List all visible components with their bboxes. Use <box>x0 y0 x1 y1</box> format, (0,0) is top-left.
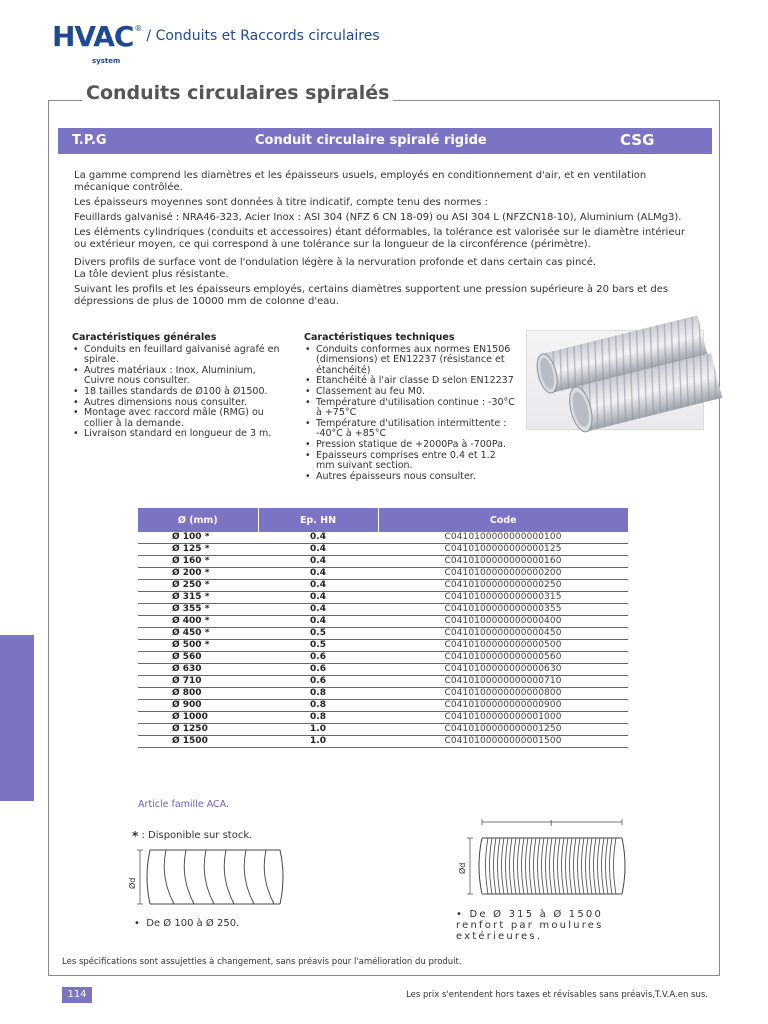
col-header-diameter: Ø (mm) <box>138 508 258 532</box>
duct-rib <box>578 838 581 894</box>
cell-thickness: 0.5 <box>258 628 378 640</box>
cell-code: C0410100000000000355 <box>378 604 628 616</box>
duct-rib <box>582 838 585 894</box>
cell-diameter: Ø 1250 <box>138 724 258 736</box>
duct-rib <box>594 838 597 894</box>
cell-code: C0410100000000000630 <box>378 664 628 676</box>
band-product-code: CSG <box>620 131 655 149</box>
logo-main: HVAC <box>52 20 134 53</box>
duct-rib <box>486 838 489 894</box>
table-row <box>138 544 628 556</box>
cell-diameter: Ø 450 * <box>138 628 258 640</box>
general-title: Caractéristiques générales <box>72 332 217 343</box>
intro-paragraph: Les épaisseurs moyennes sont données à titre indicatif, compte tenu des normes : <box>74 197 488 208</box>
cell-code: C0410100000000000315 <box>378 592 628 604</box>
technical-item: • Pression statique de +2000Pa à -700Pa. <box>304 440 516 451</box>
duct-rib <box>614 838 617 894</box>
table-row <box>138 628 628 640</box>
intro-paragraph: Suivant les profils et les épaisseurs employés, certains diamètres supportent une pression supérieure à 20 bars et des dépressions de plus de 10000 mm de colonne d'eau. <box>74 284 669 307</box>
intro-paragraph: Divers profils de surface vont de l'ondulation légère à la nervuration profonde et dans certain cas pincé. <box>74 257 597 268</box>
table-row <box>138 736 628 748</box>
technical-item: • Température d'utilisation intermittente : -40°C à +85°C <box>304 419 516 440</box>
technical-item: • Etanchéité à l'air classe D selon EN12237 <box>304 376 516 387</box>
duct-rib <box>522 838 525 894</box>
table-row <box>138 712 628 724</box>
spiral-duct-illustration <box>527 331 705 431</box>
cell-thickness: 0.4 <box>258 604 378 616</box>
specification-note: Les spécifications sont assujetties à changement, sans préavis pour l'amélioration du produit. <box>62 957 462 967</box>
logo-sub: system <box>92 57 121 65</box>
duct-rib <box>494 838 497 894</box>
cell-diameter: Ø 200 * <box>138 568 258 580</box>
table-row <box>138 556 628 568</box>
cell-code: C0410100000000000560 <box>378 652 628 664</box>
note-small-range: • De Ø 100 à Ø 250. <box>134 918 240 929</box>
duct-rib <box>490 838 493 894</box>
cell-code: C0410100000000000710 <box>378 676 628 688</box>
cell-thickness: 0.8 <box>258 700 378 712</box>
general-item: • Montage avec raccord mâle (RMG) ou collier à la demande. <box>72 408 280 429</box>
duct-rib <box>610 838 613 894</box>
stock-mark: * <box>132 829 139 843</box>
duct-rib <box>602 838 605 894</box>
duct-rib <box>506 838 509 894</box>
intro-text <box>74 170 700 311</box>
cell-thickness: 0.6 <box>258 676 378 688</box>
duct-rib <box>534 838 537 894</box>
table-row <box>138 568 628 580</box>
product-photo <box>526 330 704 430</box>
cell-code: C0410100000000000500 <box>378 640 628 652</box>
duct-rib <box>590 838 593 894</box>
cell-code: C0410100000000000125 <box>378 544 628 556</box>
duct-rib <box>558 838 561 894</box>
cell-diameter: Ø 900 <box>138 700 258 712</box>
cell-code: C0410100000000000400 <box>378 616 628 628</box>
duct-rib <box>550 838 553 894</box>
general-item: • Autres dimensions nous consulter. <box>72 398 280 409</box>
cell-code: C0410100000000000900 <box>378 700 628 712</box>
cell-thickness: 0.6 <box>258 652 378 664</box>
product-band <box>58 128 712 154</box>
cell-diameter: Ø 250 * <box>138 580 258 592</box>
cell-diameter: Ø 1000 <box>138 712 258 724</box>
note-large-range: • De Ø 315 à Ø 1500 renfort par moulures extérieures. <box>456 909 604 942</box>
col-header-code: Code <box>378 508 628 532</box>
cell-thickness: 0.4 <box>258 580 378 592</box>
page-title: Conduits circulaires spiralés <box>82 82 393 104</box>
duct-rib <box>518 838 521 894</box>
technical-title: Caractéristiques techniques <box>304 332 455 343</box>
cell-diameter: Ø 630 <box>138 664 258 676</box>
duct-rib <box>526 838 529 894</box>
section-title: / Conduits et Raccords circulaires <box>146 28 380 44</box>
table-row <box>138 616 628 628</box>
cell-diameter: Ø 800 <box>138 688 258 700</box>
note-large-range-text: De Ø 315 à Ø 1500 renfort par moulures extérieures. <box>456 909 604 942</box>
duct-rib <box>566 838 569 894</box>
duct-rib <box>574 838 577 894</box>
technical-item: • Autres épaisseurs nous consulter. <box>304 472 516 483</box>
table-row <box>138 532 628 544</box>
cell-code: C0410100000000000100 <box>378 532 628 544</box>
footer-note: Les prix s'entendent hors taxes et révisables sans préavis,T.V.A.en sus. <box>406 990 708 1000</box>
duct-rib <box>510 838 513 894</box>
cell-diameter: Ø 400 * <box>138 616 258 628</box>
cell-diameter: Ø 710 <box>138 676 258 688</box>
cell-code: C0410100000000000250 <box>378 580 628 592</box>
length-label: l <box>550 819 553 828</box>
duct-rib <box>502 838 505 894</box>
duct-rib <box>570 838 573 894</box>
col-header-thickness: Ep. HN <box>258 508 378 532</box>
duct-rib <box>514 838 517 894</box>
intro-paragraph: La gamme comprend les diamètres et les épaisseurs usuels, employés en conditionnement d'air, et en ventilation mécanique contrôlée. <box>74 170 647 193</box>
cell-code: C0410100000000000160 <box>378 556 628 568</box>
cell-diameter: Ø 560 <box>138 652 258 664</box>
cell-thickness: 0.4 <box>258 616 378 628</box>
cell-thickness: 1.0 <box>258 724 378 736</box>
cell-diameter: Ø 160 * <box>138 556 258 568</box>
table-row <box>138 652 628 664</box>
cell-code: C0410100000000000800 <box>378 688 628 700</box>
technical-item: • Conduits conformes aux normes EN1506 (dimensions) et EN12237 (résistance et étanchéité) <box>304 345 516 377</box>
cell-thickness: 0.4 <box>258 532 378 544</box>
table-row <box>138 604 628 616</box>
intro-paragraph: Feuillards galvanisé : NRA46-323, Acier Inox : ASI 304 (NFZ 6 CN 18-09) ou ASI 304 L (NFZCN18-10), Aluminium (ALMg3). <box>74 212 682 223</box>
cell-diameter: Ø 100 * <box>138 532 258 544</box>
cell-thickness: 0.4 <box>258 568 378 580</box>
cell-thickness: 0.5 <box>258 640 378 652</box>
cell-code: C0410100000000001250 <box>378 724 628 736</box>
intro-paragraph: La tôle devient plus résistante. <box>74 269 229 280</box>
hvac-logo <box>52 20 134 65</box>
note-small-range-text: De Ø 100 à Ø 250. <box>146 918 240 929</box>
general-characteristics <box>72 333 280 440</box>
general-item: • 18 tailles standards de Ø100 à Ø1500. <box>72 387 280 398</box>
table-row <box>138 592 628 604</box>
duct-rib <box>538 838 541 894</box>
technical-characteristics <box>304 333 516 482</box>
cell-thickness: 0.4 <box>258 544 378 556</box>
table-row <box>138 580 628 592</box>
cell-diameter: Ø 500 * <box>138 640 258 652</box>
diameter-label-large: Ød <box>458 862 467 874</box>
stock-note-text: : Disponible sur stock. <box>138 830 253 841</box>
duct-rib <box>546 838 549 894</box>
side-tab <box>0 635 34 801</box>
cell-thickness: 0.8 <box>258 712 378 724</box>
band-category: T.P.G <box>72 133 107 148</box>
duct-rib <box>562 838 565 894</box>
header-brand <box>52 20 380 65</box>
cell-diameter: Ø 355 * <box>138 604 258 616</box>
table-row <box>138 724 628 736</box>
cell-diameter: Ø 125 * <box>138 544 258 556</box>
page-number: 114 <box>62 987 92 1003</box>
cell-thickness: 0.4 <box>258 556 378 568</box>
intro-paragraph: Les éléments cylindriques (conduits et accessoires) étant déformables, la tolérance est valorisée sur le diamètre intérieur ou extérieur moyen, ce qui correspond à une tolérance sur la longueur de la circonférence (périmètre). <box>74 227 685 250</box>
cell-diameter: Ø 315 * <box>138 592 258 604</box>
cell-thickness: 1.0 <box>258 736 378 748</box>
cell-thickness: 0.4 <box>258 592 378 604</box>
logo-registered: ® <box>134 24 143 33</box>
general-item: • Autres matériaux : Inox, Aluminium, Cuivre nous consulter. <box>72 366 280 387</box>
cell-code: C0410100000000001000 <box>378 712 628 724</box>
table-row <box>138 664 628 676</box>
cell-code: C0410100000000001500 <box>378 736 628 748</box>
duct-diagram-large <box>452 816 632 906</box>
general-item: • Livraison standard en longueur de 3 m. <box>72 429 280 440</box>
product-table <box>138 508 628 748</box>
cell-code: C0410100000000000450 <box>378 628 628 640</box>
technical-item: • Epaisseurs comprises entre 0.4 et 1.2 mm suivant section. <box>304 451 516 472</box>
duct-diagram-small <box>130 840 290 914</box>
duct-rib <box>586 838 589 894</box>
duct-rib <box>542 838 545 894</box>
duct-rib <box>530 838 533 894</box>
duct-rib <box>606 838 609 894</box>
technical-item: • Température d'utilisation continue : -30°C à +75°C <box>304 398 516 419</box>
duct-rib <box>598 838 601 894</box>
table-row <box>138 676 628 688</box>
cell-thickness: 0.6 <box>258 664 378 676</box>
band-product-name: Conduit circulaire spiralé rigide <box>255 133 487 148</box>
duct-rib <box>498 838 501 894</box>
table-row <box>138 640 628 652</box>
cell-diameter: Ø 1500 <box>138 736 258 748</box>
table-row <box>138 700 628 712</box>
aca-note: Article famille ACA. <box>138 799 230 810</box>
diameter-label-small: Ød <box>128 877 137 889</box>
general-item: • Conduits en feuillard galvanisé agrafé en spirale. <box>72 345 280 366</box>
table-row <box>138 688 628 700</box>
duct-rib <box>554 838 557 894</box>
technical-item: • Classement au feu M0. <box>304 387 516 398</box>
cell-code: C0410100000000000200 <box>378 568 628 580</box>
cell-thickness: 0.8 <box>258 688 378 700</box>
